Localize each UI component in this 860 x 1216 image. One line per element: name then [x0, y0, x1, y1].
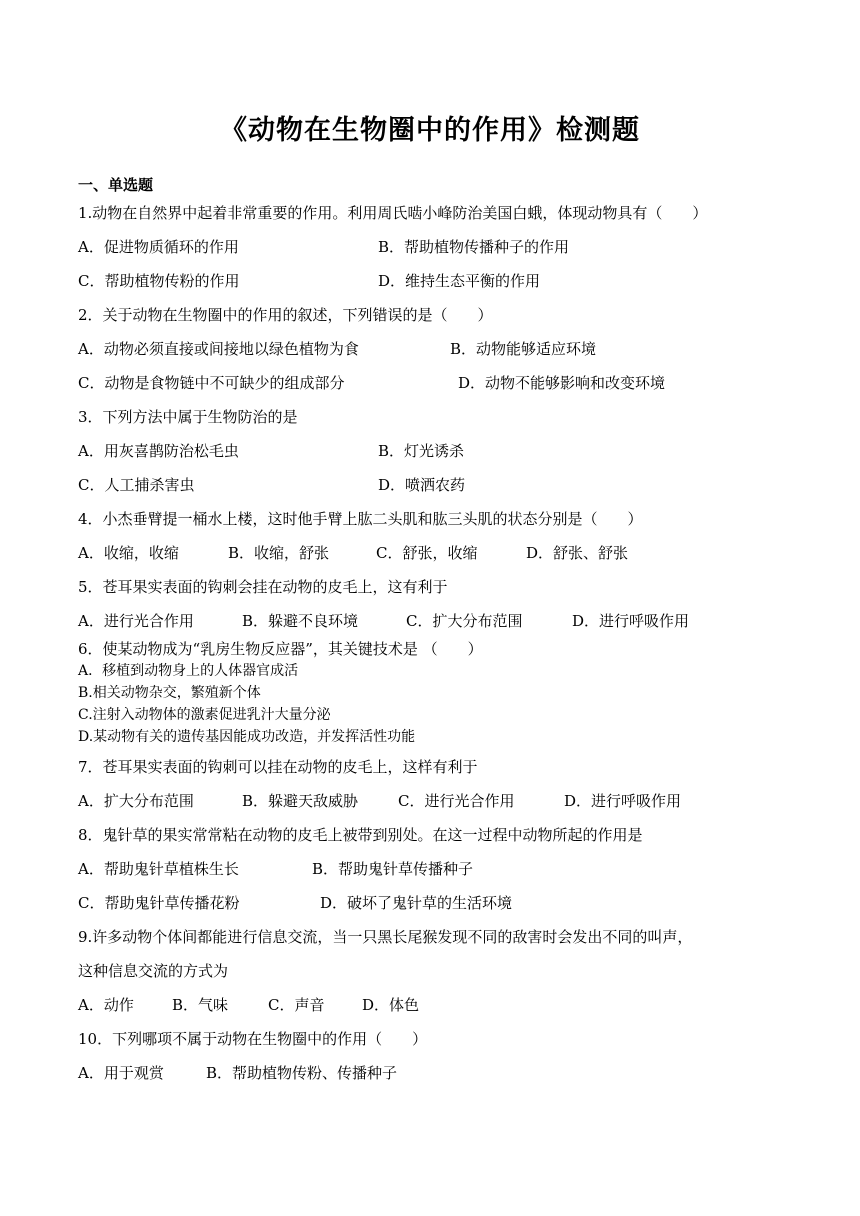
document-title: 《动物在生物圈中的作用》检测题 [220, 115, 640, 146]
question-3-option-b: B．灯光诱杀 [378, 442, 465, 460]
question-8-option-c: C．帮助鬼针草传播花粉 [78, 894, 240, 912]
question-4-option-d: D．舒张、舒张 [526, 544, 629, 562]
question-9-option-a: A．动作 [78, 996, 134, 1014]
question-7-option-c: C．进行光合作用 [398, 792, 515, 810]
question-2-option-b: B．动物能够适应环境 [450, 340, 597, 358]
question-8-stem: 8．鬼针草的果实常常粘在动物的皮毛上被带到别处。在这一过程中动物所起的作用是 [78, 826, 643, 844]
question-9-option-b: B．气味 [172, 996, 229, 1014]
question-10-option-a: A．用于观赏 [78, 1064, 164, 1082]
question-6-option-b: B.相关动物杂交，繁殖新个体 [78, 685, 261, 701]
question-3-option-c: C．人工捕杀害虫 [78, 476, 195, 494]
question-9-stem-continued: 这种信息交流的方式为 [78, 962, 229, 980]
question-5-stem: 5．苍耳果实表面的钩刺会挂在动物的皮毛上，这有利于 [78, 578, 448, 596]
question-1-option-c: C．帮助植物传粉的作用 [78, 272, 240, 290]
question-6-option-a: A．移植到动物身上的人体器官成活 [78, 663, 299, 679]
question-5-option-d: D．进行呼吸作用 [572, 612, 690, 630]
question-8-option-b: B．帮助鬼针草传播种子 [312, 860, 474, 878]
question-3-option-d: D．喷洒农药 [378, 476, 466, 494]
question-6-option-c: C.注射入动物体的激素促进乳汁大量分泌 [78, 707, 331, 723]
question-9-stem: 9.许多动物个体间都能进行信息交流，当一只黑长尾猴发现不同的敌害时会发出不同的叫声， [78, 928, 693, 946]
question-4-option-a: A．收缩，收缩 [78, 544, 179, 562]
question-8-option-d: D．破坏了鬼针草的生活环境 [320, 894, 513, 912]
question-7-option-b: B．躲避天敌威胁 [242, 792, 359, 810]
question-4-option-b: B．收缩，舒张 [228, 544, 330, 562]
question-1-stem: 1.动物在自然界中起着非常重要的作用。利用周氏啮小峰防治美国白蛾，体现动物具有（ ） [78, 204, 708, 222]
question-9-option-c: C．声音 [268, 996, 325, 1014]
section-heading: 一、单选题 [78, 176, 154, 194]
question-3-stem: 3．下列方法中属于生物防治的是 [78, 408, 298, 426]
question-6-stem: 6．使某动物成为“乳房生物反应器”，其关键技术是 （ ） [78, 640, 483, 658]
question-7-stem: 7．苍耳果实表面的钩刺可以挂在动物的皮毛上，这样有利于 [78, 758, 478, 776]
question-5-option-a: A．进行光合作用 [78, 612, 194, 630]
question-10-option-b: B．帮助植物传粉、传播种子 [206, 1064, 398, 1082]
question-7-option-a: A．扩大分布范围 [78, 792, 194, 810]
question-4-stem: 4．小杰垂臂提一桶水上楼，这时他手臂上肱二头肌和肱三头肌的状态分别是（ ） [78, 510, 643, 528]
question-2-option-a: A．动物必须直接或间接地以绿色植物为食 [78, 340, 359, 358]
question-1-option-d: D．维持生态平衡的作用 [378, 272, 541, 290]
question-4-option-c: C．舒张，收缩 [376, 544, 478, 562]
question-1-option-b: B．帮助植物传播种子的作用 [378, 238, 570, 256]
question-1-option-a: A．促进物质循环的作用 [78, 238, 239, 256]
question-3-option-a: A．用灰喜鹊防治松毛虫 [78, 442, 239, 460]
question-2-stem: 2．关于动物在生物圈中的作用的叙述，下列错误的是（ ） [78, 306, 493, 324]
question-5-option-b: B．躲避不良环境 [242, 612, 359, 630]
question-6-option-d: D.某动物有关的遗传基因能成功改造，并发挥活性功能 [78, 729, 416, 745]
question-5-option-c: C．扩大分布范围 [406, 612, 523, 630]
question-2-option-c: C．动物是食物链中不可缺少的组成部分 [78, 374, 345, 392]
question-2-option-d: D．动物不能够影响和改变环境 [458, 374, 666, 392]
question-10-stem: 10．下列哪项不属于动物在生物圈中的作用（ ） [78, 1030, 428, 1048]
question-7-option-d: D．进行呼吸作用 [564, 792, 682, 810]
question-8-option-a: A．帮助鬼针草植株生长 [78, 860, 239, 878]
question-9-option-d: D．体色 [362, 996, 420, 1014]
